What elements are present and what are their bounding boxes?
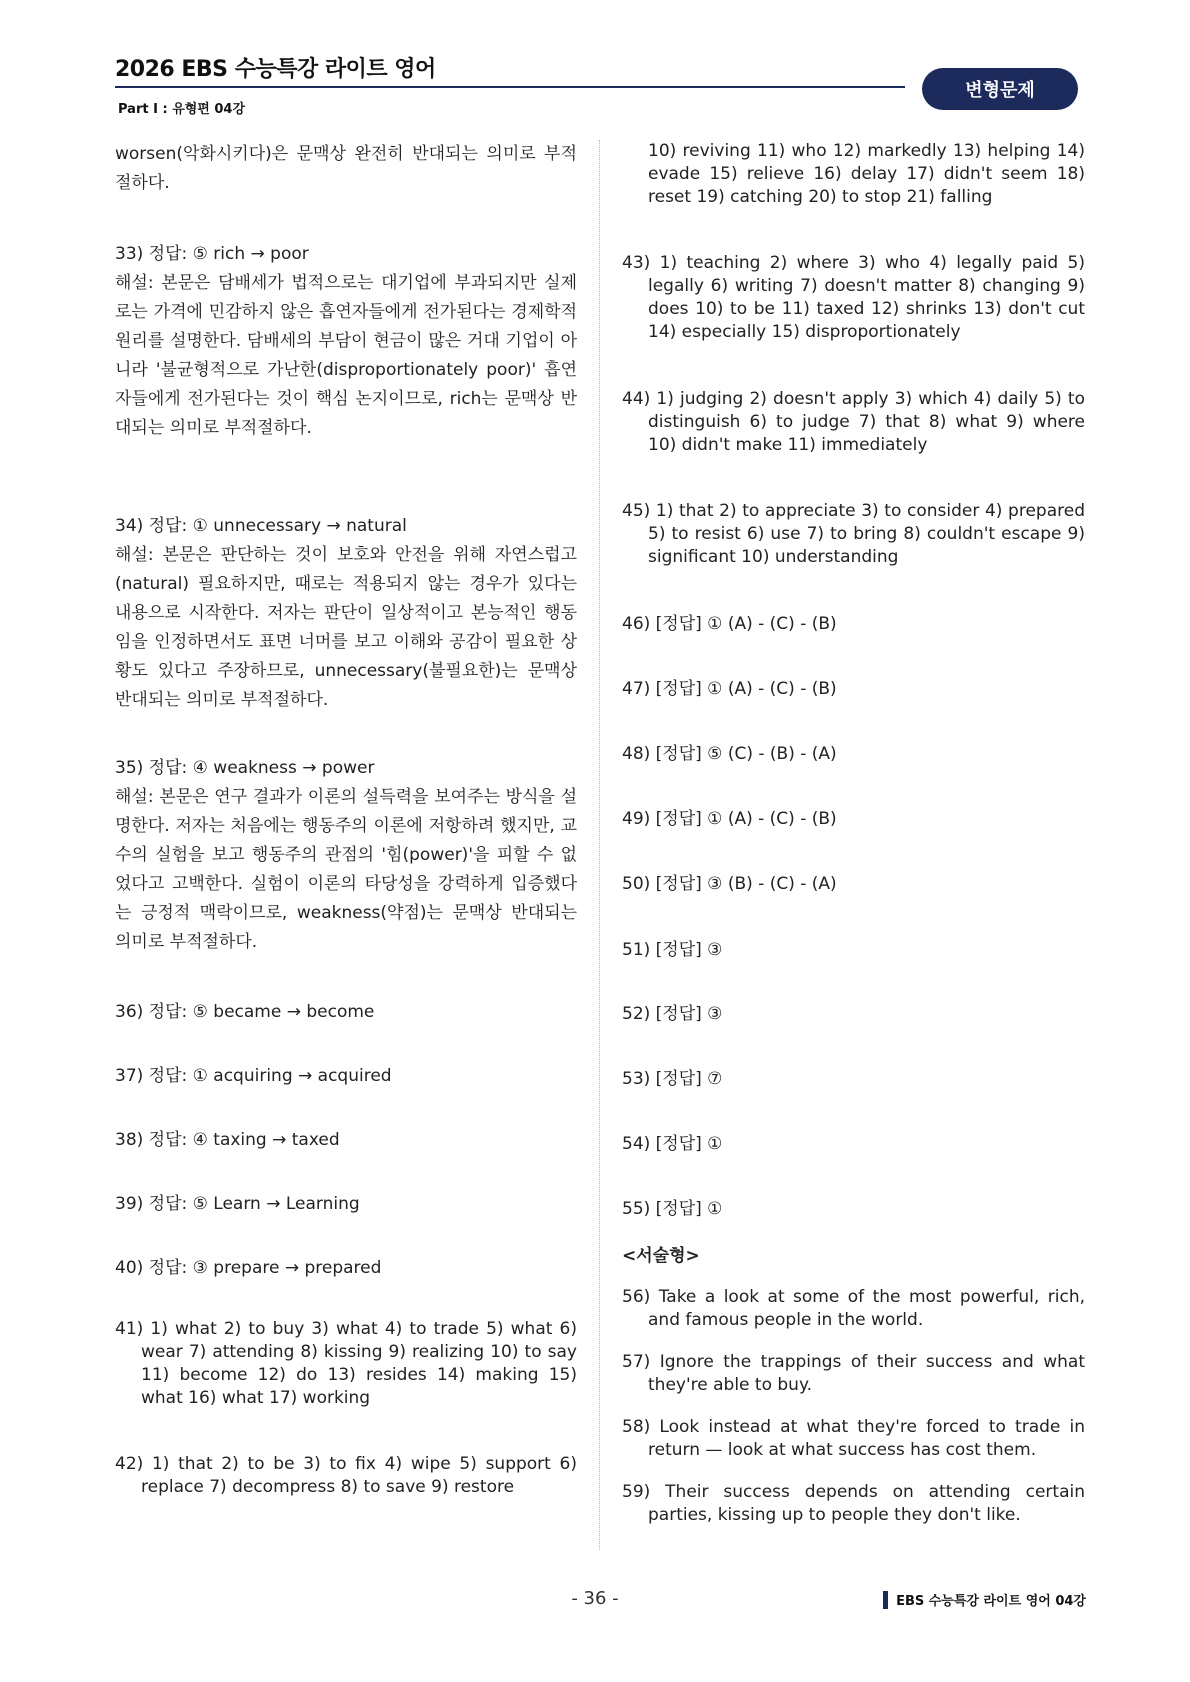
- answer-56: 56) Take a look at some of the most powerful, rich, and famous people in the world.: [622, 1287, 1085, 1330]
- answer-42: 42) 1) that 2) to be 3) to fix 4) wipe 5) support 6) replace 7) decompress 8) to save 9) restore: [115, 1454, 577, 1497]
- answer-48: 48) [정답] ⑤ (C) - (B) - (A): [622, 744, 837, 764]
- answer-45: 45) 1) that 2) to appreciate 3) to consider 4) prepared 5) to resist 6) use 7) to bring 8) couldn't escape 9) significant 10) understanding: [622, 501, 1085, 567]
- answer-54: 54) [정답] ①: [622, 1134, 723, 1154]
- answer-35-explanation: 해설: 본문은 연구 결과가 이론의 설득력을 보여주는 방식을 설명한다. 저자는 처음에는 행동주의 이론에 저항하려 했지만, 교수의 실험을 보고 행동주의 관점의 '힘(power)'을 피할 수 없었다고 고백한다. 실험이 이론의 타당성을 강력하게 입증했다는 긍정적 맥락이므로, weakness(약점)는 문맥상 반대되는 의미로 부적절하다.: [115, 787, 577, 952]
- answer-53: 53) [정답] ⑦: [622, 1069, 723, 1089]
- answer-34-explanation: 해설: 본문은 판단하는 것이 보호와 안전을 위해 자연스럽고(natural) 필요하지만, 때로는 적용되지 않는 경우가 있다는 내용으로 시작한다. 저자는 판단이 일상적이고 본능적인 행동임을 인정하면서도 표면 너머를 보고 이해와 공감이 필요한 상황도 있다고 주장하므로, unnecessary(불필요한)는 문맥상 반대되는 의미로 부적절하다.: [115, 545, 577, 710]
- answer-37: 37) 정답: ① acquiring → acquired: [115, 1066, 392, 1086]
- answer-35-line: 35) 정답: ④ weakness → power: [115, 758, 375, 778]
- footer-label-wrap: [883, 1590, 1086, 1609]
- answer-55: 55) [정답] ①: [622, 1199, 723, 1219]
- answer-33-explanation: 해설: 본문은 담배세가 법적으로는 대기업에 부과되지만 실제로는 가격에 민감하지 않은 흡연자들에게 전가된다는 경제학적 원리를 설명한다. 담배세의 부담이 현금이 많은 거대 기업이 아니라 '불균형적으로 가난한(disproportionately poor)' 흡연자들에게 전가된다는 것이 핵심 논지이므로, rich는 문맥상 반대되는 의미로 부적절하다.: [115, 273, 577, 438]
- header-subtitle: Part Ⅰ : 유형편 04강: [118, 102, 246, 117]
- answer-59: 59) Their success depends on attending certain parties, kissing up to people they don't like.: [622, 1482, 1085, 1525]
- header-rule: [115, 86, 905, 88]
- footer-bar-icon: [883, 1591, 888, 1609]
- column-divider: [599, 140, 600, 1550]
- answer-41: 41) 1) what 2) to buy 3) what 4) to trade 5) what 6) wear 7) attending 8) kissing 9) realizing 10) to say 11) become 12) do 13) resides 14) making 15) what 16) what 17) working: [115, 1319, 577, 1408]
- answer-33: [115, 240, 577, 443]
- section-heading-descriptive: <서술형>: [622, 1246, 700, 1266]
- answer-34: [115, 512, 577, 715]
- intro-text: worsen(악화시키다)은 문맥상 완전히 반대되는 의미로 부적절하다.: [115, 144, 577, 193]
- answer-36: 36) 정답: ⑤ became → become: [115, 1002, 375, 1022]
- answer-39: 39) 정답: ⑤ Learn → Learning: [115, 1194, 360, 1214]
- answer-38: 38) 정답: ④ taxing → taxed: [115, 1130, 340, 1150]
- answer-44: 44) 1) judging 2) doesn't apply 3) which 4) daily 5) to distinguish 6) to judge 7) that 8) what 9) where 10) didn't make 11) immediately: [622, 389, 1085, 455]
- answer-57: 57) Ignore the trappings of their success and what they're able to buy.: [622, 1352, 1085, 1395]
- answer-51: 51) [정답] ③: [622, 940, 723, 960]
- answer-46: 46) [정답] ① (A) - (C) - (B): [622, 614, 837, 634]
- page-number: - 36 -: [571, 1588, 619, 1609]
- answer-50: 50) [정답] ③ (B) - (C) - (A): [622, 874, 837, 894]
- footer-label: EBS 수능특강 라이트 영어 04강: [896, 1594, 1086, 1609]
- answer-47: 47) [정답] ① (A) - (C) - (B): [622, 679, 837, 699]
- type-badge: 변형문제: [922, 68, 1078, 110]
- answer-40: 40) 정답: ③ prepare → prepared: [115, 1258, 382, 1278]
- answer-52: 52) [정답] ③: [622, 1004, 723, 1024]
- header-title: 2026 EBS 수능특강 라이트 영어: [115, 57, 436, 82]
- answer-43: 43) 1) teaching 2) where 3) who 4) legally paid 5) legally 6) writing 7) doesn't matter 8) changing 9) does 10) to be 11) taxed 12) shrinks 13) don't cut 14) especially 15) disproportionately: [622, 253, 1085, 342]
- answer-58: 58) Look instead at what they're forced to trade in return — look at what success has cost them.: [622, 1417, 1085, 1460]
- answer-34-line: 34) 정답: ① unnecessary → natural: [115, 516, 407, 536]
- answer-49: 49) [정답] ① (A) - (C) - (B): [622, 809, 837, 829]
- answer-35: [115, 754, 577, 957]
- answer-33-line: 33) 정답: ⑤ rich → poor: [115, 244, 309, 264]
- answer-42-continued: 10) reviving 11) who 12) markedly 13) helping 14) evade 15) relieve 16) delay 17) didn't seem 18) reset 19) catching 20) to stop 21) falling: [648, 141, 1085, 207]
